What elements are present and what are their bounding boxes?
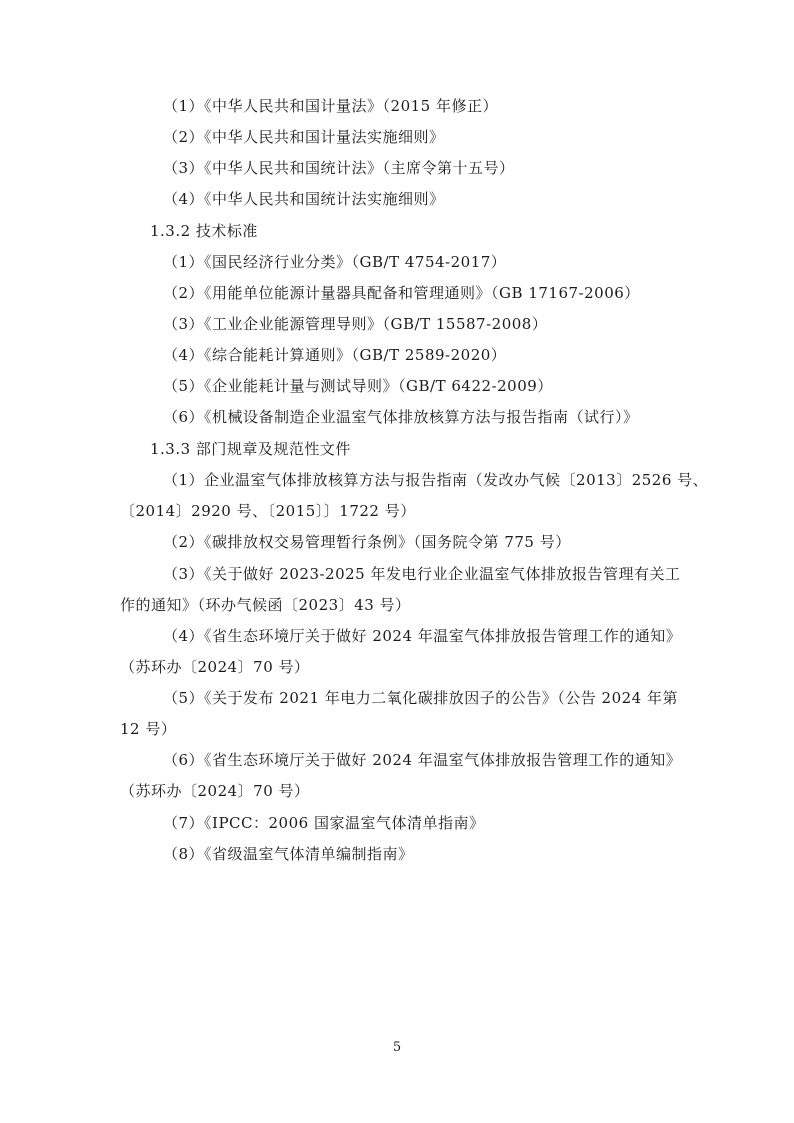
section-heading-1-3-2: 1.3.2 技术标准 xyxy=(150,222,258,240)
standard-item-4: （4）《综合能耗计算通则》（GB/T 2589-2020） xyxy=(163,346,507,364)
doc-item-8: （8）《省级温室气体清单编制指南》 xyxy=(163,845,414,863)
law-item-2: （2）《中华人民共和国计量法实施细则》 xyxy=(163,128,445,146)
standard-item-2: （2）《用能单位能源计量器具配备和管理通则》（GB 17167-2006） xyxy=(163,284,640,302)
doc-item-5-line-1: （5）《关于发布 2021 年电力二氧化碳排放因子的公告》（公告 2024 年第 xyxy=(163,689,678,707)
doc-item-3-line-2: 作的通知》（环办气候函〔2023〕43 号） xyxy=(120,596,411,614)
doc-item-6-line-2: （苏环办〔2024〕70 号） xyxy=(120,782,310,800)
doc-item-5-line-2: 12 号） xyxy=(120,720,177,738)
standard-item-1: （1）《国民经济行业分类》（GB/T 4754-2017） xyxy=(163,253,507,271)
standard-item-3: （3）《工业企业能源管理导则》（GB/T 15587-2008） xyxy=(163,315,548,333)
law-item-1: （1）《中华人民共和国计量法》（2015 年修正） xyxy=(163,97,498,115)
section-heading-1-3-3: 1.3.3 部门规章及规范性文件 xyxy=(150,440,351,458)
law-item-4: （4）《中华人民共和国统计法实施细则》 xyxy=(163,190,445,208)
doc-item-4-line-1: （4）《省生态环境厅关于做好 2024 年温室气体排放报告管理工作的通知》 xyxy=(163,627,682,645)
page-number: 5 xyxy=(392,1040,402,1055)
law-item-3: （3）《中华人民共和国统计法》（主席令第十五号） xyxy=(163,159,515,177)
standard-item-6: （6）《机械设备制造企业温室气体排放核算方法与报告指南（试行）》 xyxy=(163,408,639,426)
doc-item-7: （7）《IPCC：2006 国家温室气体清单指南》 xyxy=(163,814,485,832)
doc-item-6-line-1: （6）《省生态环境厅关于做好 2024 年温室气体排放报告管理工作的通知》 xyxy=(163,751,682,769)
doc-item-1-line-2: 〔2014〕2920 号、〔2015〕〕1722 号） xyxy=(120,502,416,520)
doc-item-3-line-1: （3）《关于做好 2023-2025 年发电行业企业温室气体排放报告管理有关工 xyxy=(163,565,681,583)
standard-item-5: （5）《企业能耗计量与测试导则》（GB/T 6422-2009） xyxy=(163,377,553,395)
doc-item-1-line-1: （1）企业温室气体排放核算方法与报告指南（发改办气候〔2013〕2526 号、 xyxy=(163,471,709,489)
doc-item-4-line-2: （苏环办〔2024〕70 号） xyxy=(120,658,310,676)
doc-item-2: （2）《碳排放权交易管理暂行条例》（国务院令第 775 号） xyxy=(163,533,571,551)
